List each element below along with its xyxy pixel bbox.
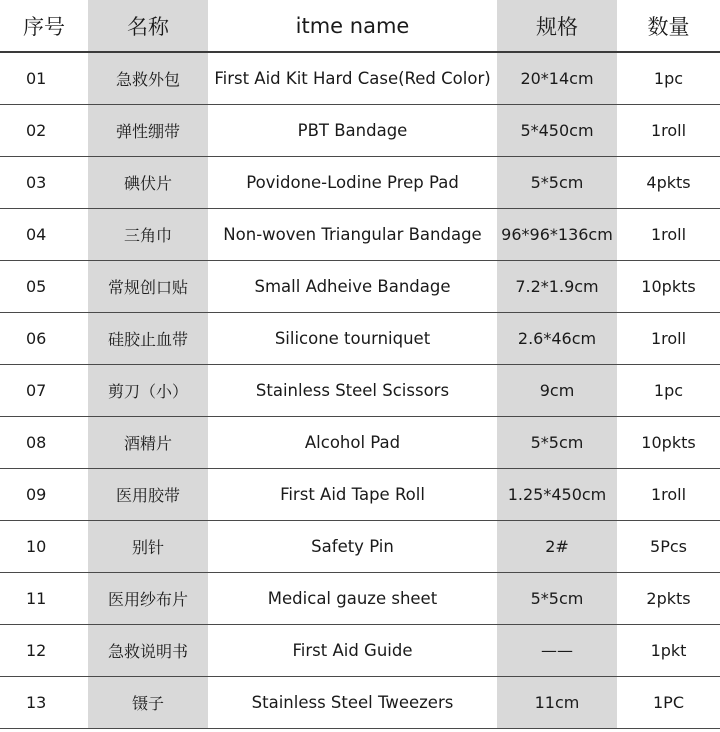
row-quantity: 1PC [617,677,720,729]
row-index: 03 [0,157,88,209]
row-item-name: Medical gauze sheet [208,573,497,625]
row-cn-name: 弹性绷带 [88,105,208,157]
row-index: 09 [0,469,88,521]
row-spec: 11cm [497,677,617,729]
row-spec: 5*5cm [497,573,617,625]
row-quantity: 1roll [617,209,720,261]
table-row [0,469,720,521]
row-spec: 9cm [497,365,617,417]
row-quantity: 1roll [617,313,720,365]
row-quantity: 1roll [617,105,720,157]
row-cn-name: 剪刀（小） [88,365,208,417]
row-index: 02 [0,105,88,157]
row-cn-name: 医用胶带 [88,469,208,521]
row-index: 11 [0,573,88,625]
row-index: 07 [0,365,88,417]
row-index: 08 [0,417,88,469]
row-cn-name: 碘伏片 [88,157,208,209]
header-row [0,0,720,52]
row-cn-name: 别针 [88,521,208,573]
row-spec: 2# [497,521,617,573]
row-spec: 20*14cm [497,52,617,105]
row-item-name: Stainless Steel Scissors [208,365,497,417]
row-spec: 96*96*136cm [497,209,617,261]
table-row [0,52,720,105]
table-row [0,677,720,729]
row-item-name: PBT Bandage [208,105,497,157]
table-row [0,417,720,469]
row-item-name: First Aid Tape Roll [208,469,497,521]
table-row [0,521,720,573]
header-cn-name: 名称 [88,0,208,52]
row-cn-name: 急救说明书 [88,625,208,677]
row-cn-name: 镊子 [88,677,208,729]
row-spec: 1.25*450cm [497,469,617,521]
row-cn-name: 急救外包 [88,52,208,105]
row-cn-name: 三角巾 [88,209,208,261]
row-spec: 2.6*46cm [497,313,617,365]
row-index: 12 [0,625,88,677]
row-item-name: Alcohol Pad [208,417,497,469]
header-item-name: itme name [208,0,497,52]
row-index: 04 [0,209,88,261]
row-cn-name: 医用纱布片 [88,573,208,625]
row-quantity: 1pc [617,365,720,417]
row-cn-name: 酒精片 [88,417,208,469]
row-spec: 5*5cm [497,417,617,469]
table-row [0,105,720,157]
row-quantity: 1pkt [617,625,720,677]
row-item-name: Stainless Steel Tweezers [208,677,497,729]
table-row [0,261,720,313]
table-row [0,313,720,365]
row-index: 01 [0,52,88,105]
row-item-name: Povidone-Lodine Prep Pad [208,157,497,209]
row-item-name: First Aid Kit Hard Case(Red Color) [208,52,497,105]
header-spec: 规格 [497,0,617,52]
row-quantity: 10pkts [617,261,720,313]
row-cn-name: 硅胶止血带 [88,313,208,365]
row-cn-name: 常规创口贴 [88,261,208,313]
table-header [0,0,720,52]
row-spec: 7.2*1.9cm [497,261,617,313]
row-quantity: 4pkts [617,157,720,209]
row-item-name: First Aid Guide [208,625,497,677]
table-body [0,52,720,729]
table-row [0,573,720,625]
row-quantity: 1roll [617,469,720,521]
row-spec: 5*5cm [497,157,617,209]
row-index: 05 [0,261,88,313]
table-row [0,365,720,417]
row-index: 10 [0,521,88,573]
row-spec: 5*450cm [497,105,617,157]
row-index: 06 [0,313,88,365]
table-row [0,157,720,209]
row-quantity: 2pkts [617,573,720,625]
row-item-name: Non-woven Triangular Bandage [208,209,497,261]
row-item-name: Safety Pin [208,521,497,573]
header-quantity: 数量 [617,0,720,52]
table-row [0,625,720,677]
row-item-name: Small Adheive Bandage [208,261,497,313]
row-item-name: Silicone tourniquet [208,313,497,365]
row-quantity: 10pkts [617,417,720,469]
row-spec: —— [497,625,617,677]
table-row [0,209,720,261]
row-index: 13 [0,677,88,729]
row-quantity: 5Pcs [617,521,720,573]
row-quantity: 1pc [617,52,720,105]
header-index: 序号 [0,0,88,52]
